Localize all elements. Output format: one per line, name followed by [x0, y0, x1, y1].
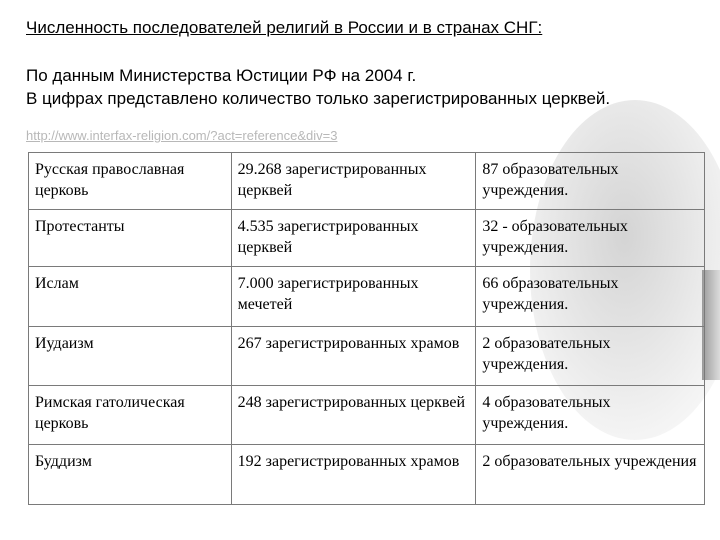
institutions-cell: 66 образовательных учреждения. [476, 267, 705, 327]
page-title: Численность последователей религий в России и в странах СНГ: [26, 18, 543, 37]
institutions-cell: 32 - образовательных учреждения. [476, 210, 705, 267]
subtitle-source-line: По данным Министерства Юстиции РФ на 2004 г. [26, 66, 417, 85]
registered-count-cell: 192 зарегистрированных храмов [231, 445, 476, 505]
institutions-cell: 4 образовательных учреждения. [476, 386, 705, 445]
table-row [29, 386, 705, 445]
subtitle-note-line: В цифрах представлено количество только зарегистрированных церквей. [26, 89, 611, 108]
registered-count-cell: 267 зарегистрированных храмов [231, 327, 476, 386]
table-row [29, 267, 705, 327]
registered-count-cell: 7.000 зарегистрированных мечетей [231, 267, 476, 327]
religion-cell: Русская православная церковь [29, 153, 232, 210]
source-link[interactable]: http://www.interfax-religion.com/?act=reference&div=3 [26, 128, 338, 143]
institutions-cell: 2 образовательных учреждения. [476, 327, 705, 386]
religions-table [28, 152, 705, 505]
religion-cell: Римская гатолическая церковь [29, 386, 232, 445]
table-row [29, 327, 705, 386]
registered-count-cell: 29.268 зарегистрированных церквей [231, 153, 476, 210]
table-row [29, 210, 705, 267]
religion-cell: Буддизм [29, 445, 232, 505]
registered-count-cell: 248 зарегистрированных церквей [231, 386, 476, 445]
religion-cell: Иудаизм [29, 327, 232, 386]
table-row [29, 445, 705, 505]
registered-count-cell: 4.535 зарегистрированных церквей [231, 210, 476, 267]
religion-cell: Ислам [29, 267, 232, 327]
table-row [29, 153, 705, 210]
religion-cell: Протестанты [29, 210, 232, 267]
institutions-cell: 87 образовательных учреждения. [476, 153, 705, 210]
institutions-cell: 2 образовательных учреждения [476, 445, 705, 505]
